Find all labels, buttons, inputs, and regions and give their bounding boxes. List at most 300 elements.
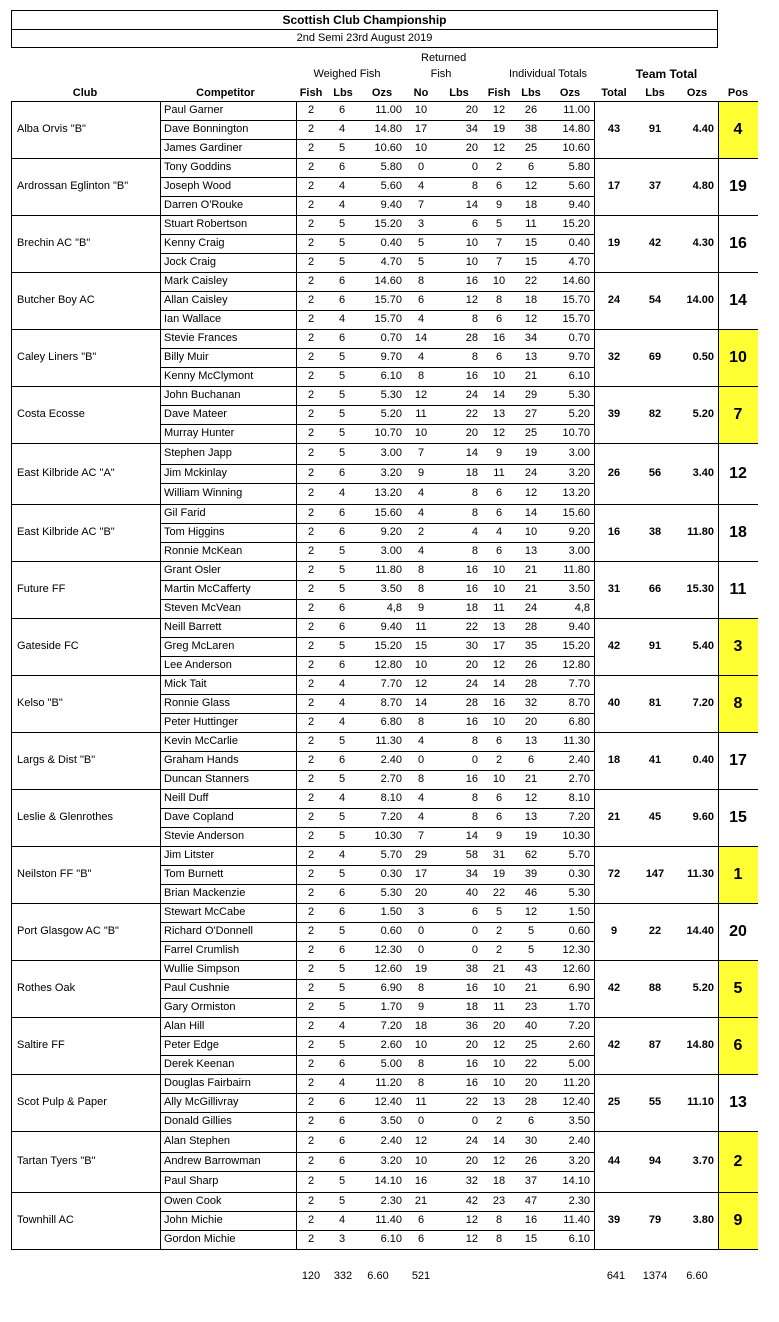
cell-individual-ozs: 7.20 bbox=[568, 811, 590, 823]
column-line bbox=[160, 675, 161, 732]
cell-individual-lbs: 24 bbox=[524, 602, 538, 614]
cell-fish: 2 bbox=[307, 602, 315, 614]
cell-individual-lbs: 10 bbox=[524, 526, 538, 538]
cell-lbs: 4 bbox=[338, 180, 346, 192]
cell-returned-no: 6 bbox=[417, 294, 425, 306]
cell-individual-lbs: 27 bbox=[524, 408, 538, 420]
cell-individual-fish: 2 bbox=[495, 944, 503, 956]
team-total: 39 bbox=[607, 408, 621, 420]
column-line bbox=[718, 561, 719, 618]
cell-lbs: 5 bbox=[338, 1001, 346, 1013]
cell-fish: 2 bbox=[307, 351, 315, 363]
cell-returned-lbs: 58 bbox=[465, 849, 478, 861]
column-line bbox=[594, 1017, 595, 1074]
cell-ozs: 2.40 bbox=[380, 754, 402, 766]
cell-returned-no: 6 bbox=[417, 1214, 425, 1226]
header-pos: Pos bbox=[727, 87, 749, 99]
header-individual-ozs: Ozs bbox=[559, 87, 581, 99]
cell-ozs: 8.10 bbox=[380, 792, 402, 804]
position-badge: 11 bbox=[729, 581, 747, 598]
cell-ozs: 11.80 bbox=[375, 564, 402, 576]
cell-ozs: 15.20 bbox=[374, 640, 402, 652]
cell-individual-fish: 12 bbox=[492, 659, 506, 671]
competitor-name: Gil Farid bbox=[164, 507, 206, 519]
column-line bbox=[160, 1192, 161, 1249]
club-name: Kelso "B" bbox=[17, 697, 63, 709]
cell-individual-lbs: 14 bbox=[524, 507, 538, 519]
cell-lbs: 5 bbox=[338, 447, 346, 459]
cell-individual-fish: 5 bbox=[495, 906, 503, 918]
cell-returned-lbs: 4 bbox=[471, 526, 478, 538]
column-line bbox=[160, 1017, 161, 1074]
cell-lbs: 5 bbox=[338, 982, 346, 994]
competitor-name: Stuart Robertson bbox=[164, 218, 248, 230]
cell-individual-lbs: 21 bbox=[524, 564, 538, 576]
team-ozs: 14.80 bbox=[686, 1039, 714, 1051]
cell-returned-lbs: 12 bbox=[465, 294, 478, 306]
cell-fish: 2 bbox=[307, 1077, 315, 1089]
cell-individual-ozs: 6.10 bbox=[568, 370, 590, 382]
cell-individual-ozs: 2.40 bbox=[568, 754, 590, 766]
cell-individual-fish: 6 bbox=[495, 351, 503, 363]
cell-ozs: 9.40 bbox=[380, 199, 402, 211]
cell-individual-fish: 6 bbox=[495, 180, 503, 192]
cell-lbs: 5 bbox=[338, 925, 346, 937]
team-total: 31 bbox=[607, 583, 621, 595]
cell-returned-no: 29 bbox=[414, 849, 428, 861]
column-line bbox=[594, 215, 595, 272]
cell-individual-lbs: 6 bbox=[527, 161, 535, 173]
club-name: Costa Ecosse bbox=[17, 408, 85, 420]
column-line bbox=[718, 618, 719, 675]
cell-ozs: 4,8 bbox=[386, 602, 402, 614]
cell-returned-no: 0 bbox=[417, 925, 425, 937]
position-badge: 19 bbox=[729, 178, 747, 195]
cell-returned-no: 12 bbox=[414, 389, 428, 401]
cell-returned-lbs: 8 bbox=[471, 313, 478, 325]
cell-individual-ozs: 11.40 bbox=[563, 1214, 590, 1226]
header-lbs: Lbs bbox=[333, 87, 353, 99]
cell-individual-ozs: 5.30 bbox=[568, 887, 590, 899]
column-line bbox=[160, 789, 161, 846]
cell-individual-fish: 16 bbox=[492, 332, 506, 344]
team-total: 72 bbox=[607, 868, 621, 880]
competitor-name: Donald Gillies bbox=[164, 1115, 232, 1127]
column-line bbox=[718, 1192, 719, 1249]
cell-returned-lbs: 0 bbox=[471, 161, 478, 173]
cell-ozs: 5.20 bbox=[380, 408, 402, 420]
cell-individual-lbs: 12 bbox=[524, 792, 538, 804]
cell-returned-no: 5 bbox=[417, 256, 425, 268]
cell-returned-lbs: 28 bbox=[465, 697, 478, 709]
cell-individual-fish: 16 bbox=[492, 697, 506, 709]
cell-individual-lbs: 39 bbox=[524, 868, 538, 880]
cell-fish: 2 bbox=[307, 218, 315, 230]
cell-returned-lbs: 16 bbox=[465, 773, 478, 785]
cell-lbs: 5 bbox=[338, 427, 346, 439]
cell-ozs: 3.00 bbox=[380, 447, 402, 459]
column-line bbox=[594, 903, 595, 960]
cell-ozs: 10.30 bbox=[374, 830, 402, 842]
cell-ozs: 14.10 bbox=[374, 1175, 402, 1187]
competitor-name: Ally McGillivray bbox=[164, 1096, 239, 1108]
team-ozs: 5.40 bbox=[692, 640, 714, 652]
header-team-total: Team Total bbox=[635, 67, 698, 81]
header-team-lbs: Lbs bbox=[645, 87, 665, 99]
cell-ozs: 0.70 bbox=[380, 332, 402, 344]
column-line bbox=[718, 504, 719, 561]
cell-individual-fish: 9 bbox=[495, 830, 503, 842]
cell-returned-no: 8 bbox=[417, 1077, 425, 1089]
column-line bbox=[296, 215, 297, 272]
cell-returned-lbs: 16 bbox=[465, 564, 478, 576]
competitor-name: William Winning bbox=[164, 487, 243, 499]
cell-ozs: 12.60 bbox=[374, 963, 402, 975]
cell-individual-lbs: 40 bbox=[524, 1020, 538, 1032]
cell-individual-ozs: 11.80 bbox=[563, 564, 590, 576]
cell-lbs: 6 bbox=[338, 467, 346, 479]
cell-fish: 2 bbox=[307, 583, 315, 595]
cell-individual-fish: 10 bbox=[492, 716, 506, 728]
cell-returned-lbs: 22 bbox=[465, 1096, 478, 1108]
cell-individual-ozs: 9.20 bbox=[568, 526, 590, 538]
cell-individual-ozs: 1.70 bbox=[568, 1001, 590, 1013]
cell-ozs: 3.20 bbox=[380, 1155, 402, 1167]
cell-individual-fish: 21 bbox=[492, 963, 506, 975]
cell-returned-no: 0 bbox=[417, 161, 425, 173]
cell-individual-ozs: 7.20 bbox=[568, 1020, 590, 1032]
cell-individual-ozs: 9.40 bbox=[568, 621, 590, 633]
table-border-left bbox=[11, 101, 12, 158]
cell-individual-fish: 20 bbox=[492, 1020, 506, 1032]
cell-individual-lbs: 5 bbox=[527, 925, 535, 937]
cell-fish: 2 bbox=[307, 792, 315, 804]
cell-lbs: 4 bbox=[338, 199, 346, 211]
cell-ozs: 3.50 bbox=[380, 583, 402, 595]
cell-fish: 2 bbox=[307, 564, 315, 576]
team-ozs: 9.60 bbox=[692, 811, 714, 823]
competitor-name: Stewart McCabe bbox=[164, 906, 246, 918]
cell-returned-lbs: 32 bbox=[465, 1175, 478, 1187]
cell-individual-lbs: 26 bbox=[524, 659, 538, 671]
cell-ozs: 6.10 bbox=[380, 370, 402, 382]
column-line bbox=[296, 158, 297, 215]
cell-ozs: 6.10 bbox=[380, 1233, 402, 1245]
cell-individual-fish: 11 bbox=[493, 1001, 505, 1013]
competitor-name: Paul Garner bbox=[164, 104, 224, 116]
team-total: 9 bbox=[610, 925, 618, 937]
cell-individual-ozs: 10.60 bbox=[562, 142, 590, 154]
footer-ozs-total: 6.60 bbox=[367, 1270, 389, 1282]
column-line bbox=[296, 561, 297, 618]
club-name: Neilston FF "B" bbox=[17, 868, 92, 880]
cell-returned-no: 8 bbox=[417, 583, 425, 595]
cell-fish: 2 bbox=[307, 447, 315, 459]
cell-returned-no: 7 bbox=[417, 830, 425, 842]
cell-individual-fish: 8 bbox=[495, 1233, 503, 1245]
cell-individual-fish: 13 bbox=[492, 408, 506, 420]
cell-lbs: 6 bbox=[338, 104, 346, 116]
team-ozs: 7.20 bbox=[692, 697, 714, 709]
cell-individual-ozs: 3.20 bbox=[568, 467, 590, 479]
cell-individual-fish: 4 bbox=[495, 526, 503, 538]
cell-returned-lbs: 16 bbox=[465, 982, 478, 994]
cell-lbs: 4 bbox=[338, 1214, 346, 1226]
cell-individual-fish: 23 bbox=[492, 1195, 506, 1207]
cell-returned-lbs: 42 bbox=[465, 1195, 478, 1207]
club-name: Port Glasgow AC "B" bbox=[17, 925, 119, 937]
cell-returned-no: 17 bbox=[414, 868, 428, 880]
team-ozs: 5.20 bbox=[692, 982, 714, 994]
cell-fish: 2 bbox=[307, 640, 315, 652]
cell-fish: 2 bbox=[307, 621, 315, 633]
competitor-name: Wullie Simpson bbox=[164, 963, 240, 975]
cell-lbs: 5 bbox=[338, 830, 346, 842]
cell-individual-ozs: 0.60 bbox=[568, 925, 590, 937]
cell-lbs: 6 bbox=[338, 659, 346, 671]
cell-lbs: 6 bbox=[338, 754, 346, 766]
cell-individual-ozs: 15.70 bbox=[562, 313, 590, 325]
cell-individual-lbs: 21 bbox=[524, 370, 538, 382]
team-total: 24 bbox=[607, 294, 621, 306]
cell-returned-no: 2 bbox=[417, 526, 425, 538]
cell-ozs: 5.60 bbox=[380, 180, 402, 192]
cell-returned-lbs: 0 bbox=[471, 754, 478, 766]
cell-ozs: 0.30 bbox=[380, 868, 402, 880]
cell-ozs: 14.60 bbox=[374, 275, 402, 287]
cell-returned-lbs: 22 bbox=[465, 621, 478, 633]
cell-individual-lbs: 21 bbox=[524, 982, 538, 994]
cell-returned-lbs: 20 bbox=[465, 427, 478, 439]
cell-ozs: 6.90 bbox=[380, 982, 402, 994]
footer-team-total: 641 bbox=[606, 1270, 626, 1282]
cell-fish: 2 bbox=[307, 332, 315, 344]
column-line bbox=[296, 846, 297, 903]
cell-individual-ozs: 13.20 bbox=[562, 487, 590, 499]
cell-individual-ozs: 1.50 bbox=[568, 906, 590, 918]
cell-returned-no: 4 bbox=[417, 792, 425, 804]
cell-returned-no: 0 bbox=[417, 1115, 425, 1127]
column-line bbox=[718, 443, 719, 504]
cell-individual-fish: 12 bbox=[492, 1039, 506, 1051]
column-line bbox=[296, 1192, 297, 1249]
cell-fish: 2 bbox=[307, 545, 315, 557]
cell-individual-fish: 10 bbox=[492, 370, 506, 382]
cell-returned-no: 8 bbox=[417, 773, 425, 785]
column-line bbox=[296, 1074, 297, 1131]
table-border-left bbox=[11, 1017, 12, 1074]
cell-ozs: 9.40 bbox=[380, 621, 402, 633]
cell-individual-fish: 9 bbox=[495, 447, 503, 459]
cell-individual-fish: 12 bbox=[492, 427, 506, 439]
cell-returned-lbs: 6 bbox=[471, 906, 478, 918]
team-lbs: 45 bbox=[648, 811, 662, 823]
cell-individual-lbs: 35 bbox=[524, 640, 538, 652]
cell-individual-ozs: 9.70 bbox=[568, 351, 590, 363]
table-border-left bbox=[11, 443, 12, 504]
column-line bbox=[594, 618, 595, 675]
cell-returned-lbs: 24 bbox=[465, 1135, 478, 1147]
competitor-name: Derek Keenan bbox=[164, 1058, 235, 1070]
cell-individual-ozs: 12.60 bbox=[562, 963, 590, 975]
cell-individual-lbs: 43 bbox=[524, 963, 538, 975]
table-border-left bbox=[11, 675, 12, 732]
cell-individual-lbs: 22 bbox=[524, 1058, 538, 1070]
cell-returned-lbs: 30 bbox=[465, 640, 478, 652]
column-line bbox=[296, 789, 297, 846]
cell-ozs: 8.70 bbox=[380, 697, 402, 709]
cell-individual-ozs: 10.70 bbox=[562, 427, 590, 439]
cell-returned-lbs: 0 bbox=[471, 944, 478, 956]
position-badge: 18 bbox=[729, 524, 747, 541]
cell-individual-ozs: 3.00 bbox=[568, 545, 590, 557]
cell-fish: 2 bbox=[307, 963, 315, 975]
table-border-left bbox=[11, 903, 12, 960]
cell-individual-fish: 10 bbox=[492, 1077, 506, 1089]
column-line bbox=[296, 443, 297, 504]
cell-individual-fish: 12 bbox=[492, 104, 506, 116]
cell-individual-ozs: 14.10 bbox=[562, 1175, 590, 1187]
team-lbs: 54 bbox=[648, 294, 662, 306]
cell-ozs: 13.20 bbox=[374, 487, 402, 499]
column-line bbox=[160, 561, 161, 618]
cell-returned-no: 4 bbox=[417, 180, 425, 192]
team-lbs: 81 bbox=[648, 697, 662, 709]
cell-individual-fish: 2 bbox=[495, 925, 503, 937]
header-individual-totals: Individual Totals bbox=[508, 68, 588, 80]
competitor-name: Brian Mackenzie bbox=[164, 887, 246, 899]
team-lbs: 56 bbox=[648, 467, 662, 479]
club-name: Tartan Tyers "B" bbox=[17, 1155, 96, 1167]
cell-fish: 2 bbox=[307, 256, 315, 268]
cell-fish: 2 bbox=[307, 1214, 315, 1226]
cell-returned-no: 10 bbox=[414, 659, 428, 671]
column-line bbox=[296, 272, 297, 329]
cell-ozs: 10.60 bbox=[374, 142, 402, 154]
header-team-ozs: Ozs bbox=[686, 87, 708, 99]
column-line bbox=[718, 675, 719, 732]
team-lbs: 79 bbox=[648, 1214, 662, 1226]
cell-fish: 2 bbox=[307, 467, 315, 479]
cell-fish: 2 bbox=[307, 526, 315, 538]
cell-returned-no: 19 bbox=[414, 963, 428, 975]
cell-individual-ozs: 5.60 bbox=[568, 180, 590, 192]
cell-fish: 2 bbox=[307, 408, 315, 420]
footer-team-ozs-total: 6.60 bbox=[686, 1270, 708, 1282]
team-total: 42 bbox=[607, 640, 621, 652]
cell-returned-lbs: 18 bbox=[465, 467, 478, 479]
competitor-name: Mick Tait bbox=[164, 678, 207, 690]
competitor-name: Billy Muir bbox=[164, 351, 209, 363]
cell-returned-no: 12 bbox=[414, 1135, 428, 1147]
cell-returned-no: 14 bbox=[414, 697, 428, 709]
team-ozs: 0.40 bbox=[692, 754, 714, 766]
cell-individual-lbs: 12 bbox=[524, 487, 538, 499]
cell-lbs: 4 bbox=[338, 792, 346, 804]
cell-lbs: 5 bbox=[338, 408, 346, 420]
cell-fish: 2 bbox=[307, 199, 315, 211]
cell-ozs: 3.50 bbox=[380, 1115, 402, 1127]
column-line bbox=[594, 386, 595, 443]
cell-fish: 2 bbox=[307, 982, 315, 994]
competitor-name: Jim Litster bbox=[164, 849, 215, 861]
cell-fish: 2 bbox=[307, 1058, 315, 1070]
cell-ozs: 12.30 bbox=[374, 944, 402, 956]
cell-lbs: 4 bbox=[338, 1077, 346, 1089]
team-lbs: 87 bbox=[648, 1039, 662, 1051]
cell-individual-ozs: 5.20 bbox=[568, 408, 590, 420]
table-border-left bbox=[11, 272, 12, 329]
cell-fish: 2 bbox=[307, 427, 315, 439]
cell-returned-no: 4 bbox=[417, 811, 425, 823]
cell-returned-lbs: 22 bbox=[465, 408, 478, 420]
column-line bbox=[718, 846, 719, 903]
cell-returned-no: 10 bbox=[414, 1155, 428, 1167]
cell-returned-no: 6 bbox=[417, 1233, 425, 1245]
team-ozs: 4.40 bbox=[692, 123, 714, 135]
column-line bbox=[160, 1074, 161, 1131]
cell-fish: 2 bbox=[307, 716, 315, 728]
cell-lbs: 5 bbox=[338, 142, 346, 154]
header-fish: Fish bbox=[299, 87, 323, 99]
competitor-name: Tom Higgins bbox=[164, 526, 225, 538]
competitor-name: Neill Barrett bbox=[164, 621, 222, 633]
competitor-name: John Michie bbox=[164, 1214, 223, 1226]
cell-individual-lbs: 12 bbox=[524, 906, 538, 918]
cell-individual-fish: 10 bbox=[492, 1058, 506, 1070]
table-border-left bbox=[11, 960, 12, 1017]
cell-lbs: 6 bbox=[338, 1058, 346, 1070]
cell-returned-no: 8 bbox=[417, 716, 425, 728]
cell-fish: 2 bbox=[307, 830, 315, 842]
cell-returned-lbs: 40 bbox=[465, 887, 478, 899]
cell-returned-lbs: 12 bbox=[465, 1233, 478, 1245]
cell-individual-fish: 6 bbox=[495, 487, 503, 499]
cell-ozs: 2.60 bbox=[380, 1039, 402, 1051]
position-badge: 12 bbox=[729, 465, 747, 482]
cell-returned-no: 4 bbox=[417, 545, 425, 557]
column-line bbox=[718, 903, 719, 960]
team-total: 18 bbox=[607, 754, 621, 766]
cell-individual-lbs: 15 bbox=[524, 1233, 538, 1245]
competitor-name: Jock Craig bbox=[164, 256, 216, 268]
cell-individual-lbs: 26 bbox=[524, 1155, 538, 1167]
cell-returned-no: 16 bbox=[414, 1175, 428, 1187]
cell-individual-lbs: 18 bbox=[524, 294, 538, 306]
sheet-subtitle: 2nd Semi 23rd August 2019 bbox=[11, 30, 718, 48]
cell-returned-lbs: 20 bbox=[465, 104, 478, 116]
team-lbs: 22 bbox=[648, 925, 662, 937]
column-line bbox=[160, 1131, 161, 1192]
team-total: 42 bbox=[607, 982, 621, 994]
competitor-name: Ronnie Glass bbox=[164, 697, 231, 709]
cell-returned-lbs: 14 bbox=[465, 830, 478, 842]
competitor-name: Gary Ormiston bbox=[164, 1001, 236, 1013]
competitor-name: Martin McCafferty bbox=[164, 583, 251, 595]
cell-returned-no: 7 bbox=[417, 447, 425, 459]
cell-returned-lbs: 10 bbox=[465, 256, 478, 268]
cell-individual-fish: 6 bbox=[495, 507, 503, 519]
cell-individual-ozs: 2.40 bbox=[568, 1135, 590, 1147]
cell-ozs: 1.70 bbox=[380, 1001, 402, 1013]
cell-fish: 2 bbox=[307, 925, 315, 937]
cell-lbs: 6 bbox=[338, 602, 346, 614]
table-border-left bbox=[11, 386, 12, 443]
cell-returned-lbs: 8 bbox=[471, 792, 478, 804]
header-individual-lbs: Lbs bbox=[521, 87, 541, 99]
competitor-name: John Buchanan bbox=[164, 389, 241, 401]
column-line bbox=[296, 1017, 297, 1074]
